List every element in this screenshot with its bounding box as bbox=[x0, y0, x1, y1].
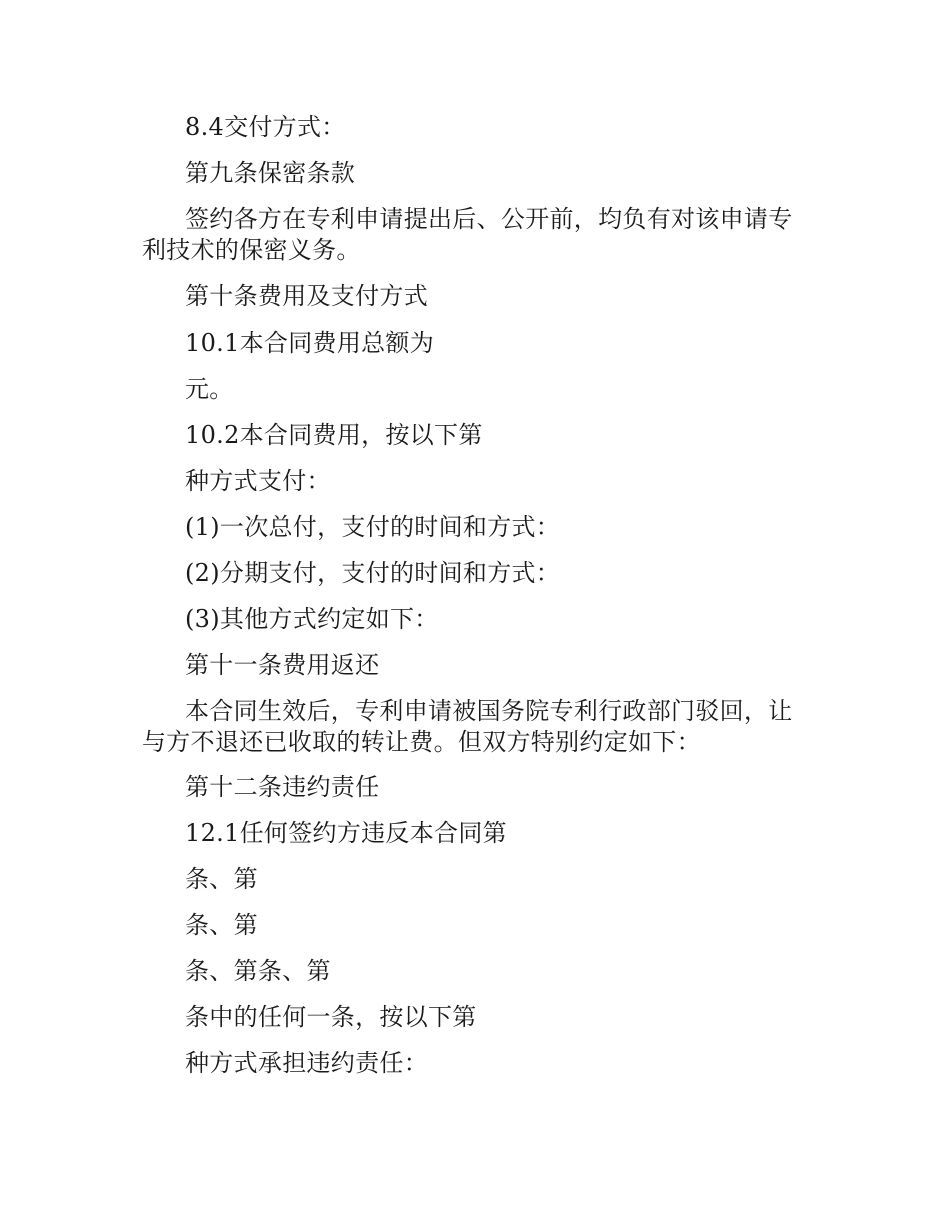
paragraph-liability-method: 种方式承担违约责任： bbox=[185, 1049, 428, 1077]
paragraph-confidentiality: 签约各方在专利申请提出后、公开前，均负有对该申请专利技术的保密义务。 bbox=[142, 205, 793, 264]
paragraph-refund: 本合同生效后，专利申请被国务院专利行政部门驳回，让与方不退还已收取的转让费。但双方特别约定如下： bbox=[142, 697, 793, 756]
paragraph-blank-article-3: 条、第条、第 bbox=[185, 957, 331, 985]
list-item-other-methods: (3)其他方式约定如下： bbox=[185, 605, 439, 633]
paragraph-blank-article-1: 条、第 bbox=[185, 865, 258, 893]
paragraph-any-article: 条中的任何一条，按以下第 bbox=[185, 1003, 477, 1031]
heading-article-10: 第十条费用及支付方式 bbox=[185, 282, 428, 310]
heading-article-12: 第十二条违约责任 bbox=[185, 773, 380, 801]
paragraph-blank-article-2: 条、第 bbox=[185, 911, 258, 939]
paragraph-10-2: 10.2本合同费用，按以下第 bbox=[185, 421, 483, 449]
paragraph-12-1: 12.1任何签约方违反本合同第 bbox=[185, 819, 507, 847]
paragraph-10-1: 10.1本合同费用总额为 bbox=[185, 329, 435, 357]
heading-article-11: 第十一条费用返还 bbox=[185, 651, 380, 679]
paragraph-payment-method: 种方式支付： bbox=[185, 467, 331, 495]
list-item-installments: (2)分期支付，支付的时间和方式： bbox=[185, 559, 561, 587]
paragraph-delivery-method: 8.4交付方式： bbox=[185, 113, 346, 141]
list-item-lump-sum: (1)一次总付，支付的时间和方式： bbox=[185, 513, 561, 541]
paragraph-yuan: 元。 bbox=[185, 375, 234, 403]
heading-article-9: 第九条保密条款 bbox=[185, 159, 356, 187]
